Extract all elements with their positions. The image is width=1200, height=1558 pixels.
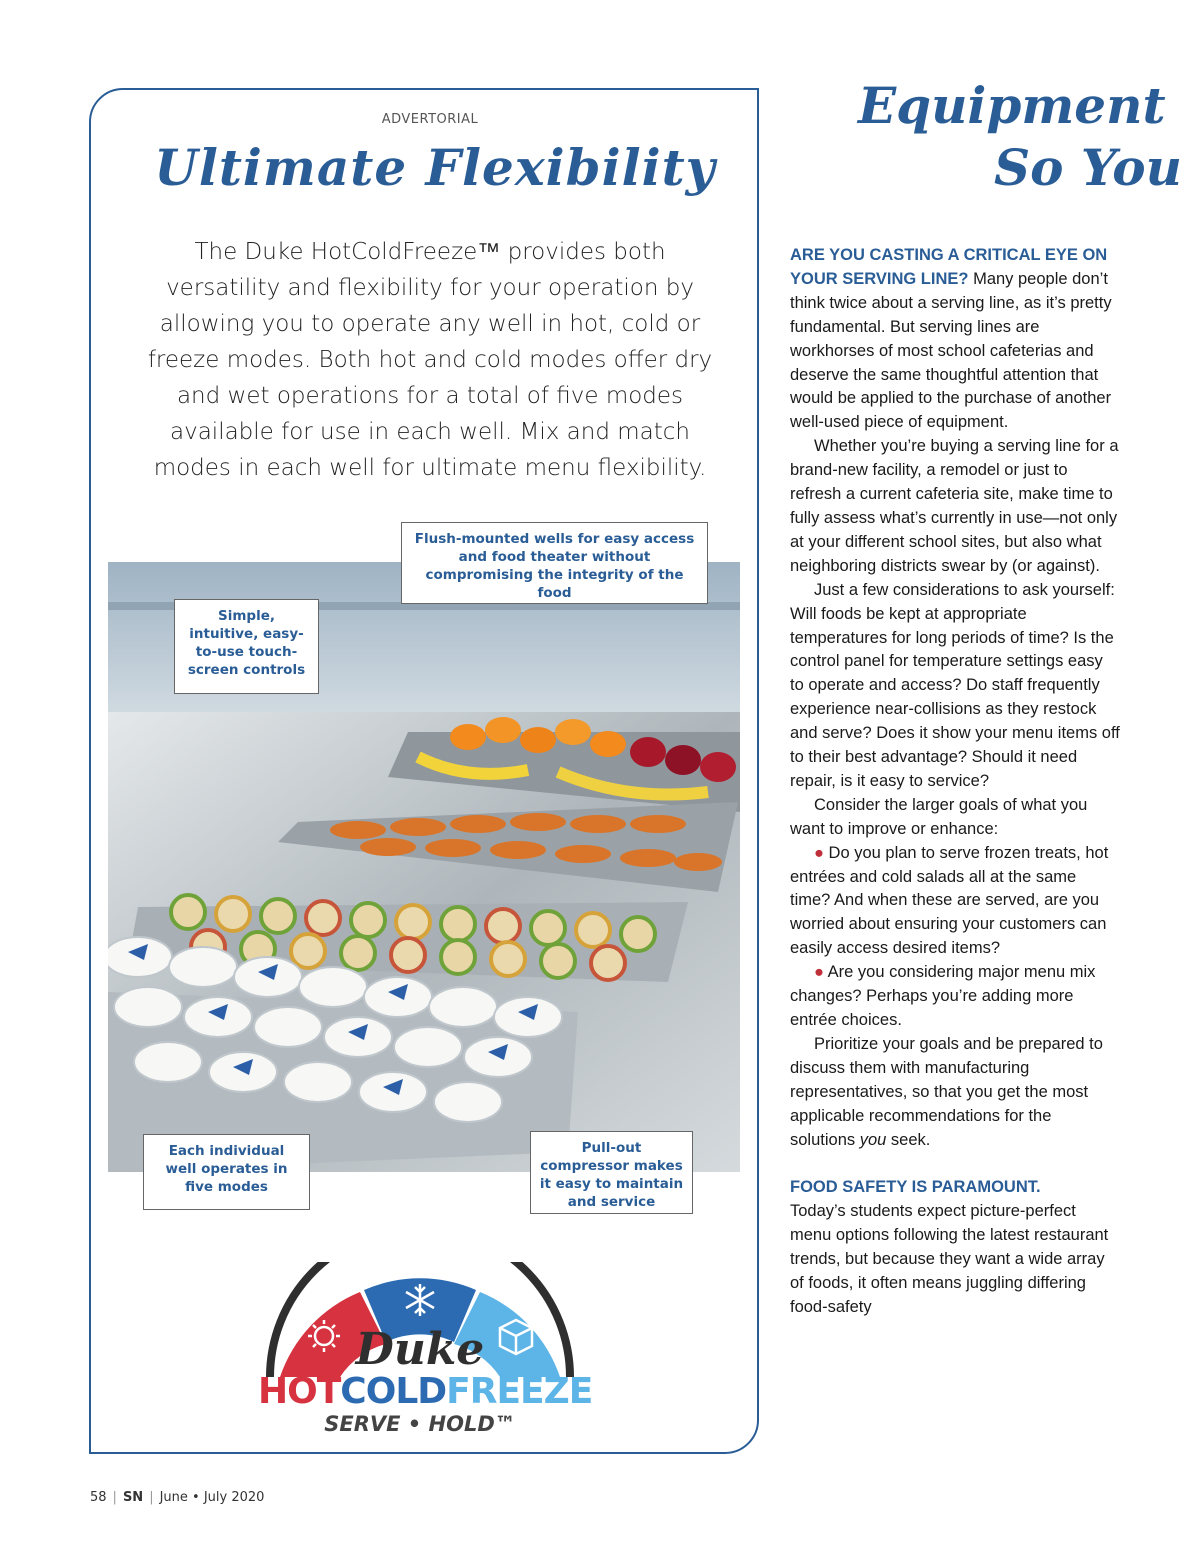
logo-hot: HOT bbox=[258, 1371, 341, 1412]
duke-logo bbox=[258, 1262, 593, 1442]
article-column bbox=[790, 244, 1120, 1320]
issue-date: June • July 2020 bbox=[159, 1490, 265, 1505]
article-paragraph: Prioritize your goals and be prepared to discuss them with manufacturing representatives, so that you get the most applicable recommendations for the solutions you seek. bbox=[790, 1034, 1103, 1149]
logo-freeze: FREEZE bbox=[446, 1371, 593, 1412]
advertorial-label: ADVERTORIAL bbox=[381, 112, 479, 127]
logo-wordmark bbox=[258, 1371, 593, 1412]
magazine-name: SN bbox=[122, 1490, 144, 1505]
page-number: 58 bbox=[90, 1490, 107, 1505]
section-lead-serving-line: ARE YOU CASTING A CRITICAL EYE ON YOUR SERVING LINE? bbox=[790, 246, 1108, 288]
headline-line2: So You bbox=[994, 138, 1182, 197]
article-paragraph: Today’s students expect picture-perfect menu options following the latest restaurant trends, but because they want a wide array of foods, it often means juggling differing food-safety bbox=[790, 1202, 1109, 1316]
bullet-item: ● Do you plan to serve frozen treats, hot entrées and cold salads all at the same time? And when these are served, are you worried about ensuring your customers can easily access desired items? bbox=[790, 843, 1109, 958]
headline-line1: Equipment bbox=[858, 76, 1166, 135]
advertorial-body: The Duke HotColdFreeze™ provides both versatility and flexibility for your operation by allowing you to operate any well in hot, cold or freeze modes. Both hot and cold modes offer dry and wet operations for a total of five modes available for use in each well. Mix and match modes in each well for ultimate menu flexibility. bbox=[147, 239, 713, 481]
advertorial-title: Ultimate Flexibility bbox=[154, 138, 716, 197]
bullet-item: ● Are you considering major menu mix changes? Perhaps you’re adding more entrée choices. bbox=[790, 963, 1096, 1029]
page-footer: 58 | SN | June • July 2020 bbox=[90, 1490, 265, 1505]
bullet-icon: ● bbox=[814, 843, 824, 862]
callout-compressor: Pull-out compressor makes it easy to maintain and service bbox=[530, 1131, 693, 1214]
article-paragraph: Consider the larger goals of what you want to improve or enhance: bbox=[790, 795, 1088, 838]
bullet-icon: ● bbox=[814, 963, 824, 982]
callout-flush-wells: Flush-mounted wells for easy access and food theater without compromising the integrity of the food bbox=[401, 522, 708, 604]
callout-five-modes: Each individual well operates in five modes bbox=[143, 1134, 310, 1210]
article-paragraph: Just a few considerations to ask yourself: Will foods be kept at appropriate temperatures for long periods of time? Is the control panel for temperature settings easy to operate and access? Do staff frequently experience near-collisions as they restock and serve? Does it show your menu items off to their best advantage? Should it need repair, is it easy to service? bbox=[790, 580, 1120, 790]
logo-brand: Duke bbox=[355, 1324, 485, 1375]
article-paragraph: Whether you’re buying a serving line for a brand-new facility, a remodel or just to refresh a current cafeteria site, make time to fully assess what’s currently in use—not only at your different school sites, but also what neighboring districts swear by (or against). bbox=[790, 437, 1119, 575]
article-paragraph: ARE YOU CASTING A CRITICAL EYE ON YOUR SERVING LINE? Many people don’t think twice about a serving line, as it’s pretty fundamental. But serving lines are workhorses of most school cafeterias and deserve the same thoughtful attention that would be applied to the purchase of another well-used piece of equipment. bbox=[790, 246, 1112, 432]
logo-cold: COLD bbox=[340, 1371, 447, 1412]
section-lead-food-safety: FOOD SAFETY IS PARAMOUNT. bbox=[790, 1178, 1041, 1197]
logo-tagline: SERVE • HOLD™ bbox=[324, 1412, 516, 1436]
callout-touch-controls: Simple, intuitive, easy-to-use touch-screen controls bbox=[174, 599, 319, 694]
